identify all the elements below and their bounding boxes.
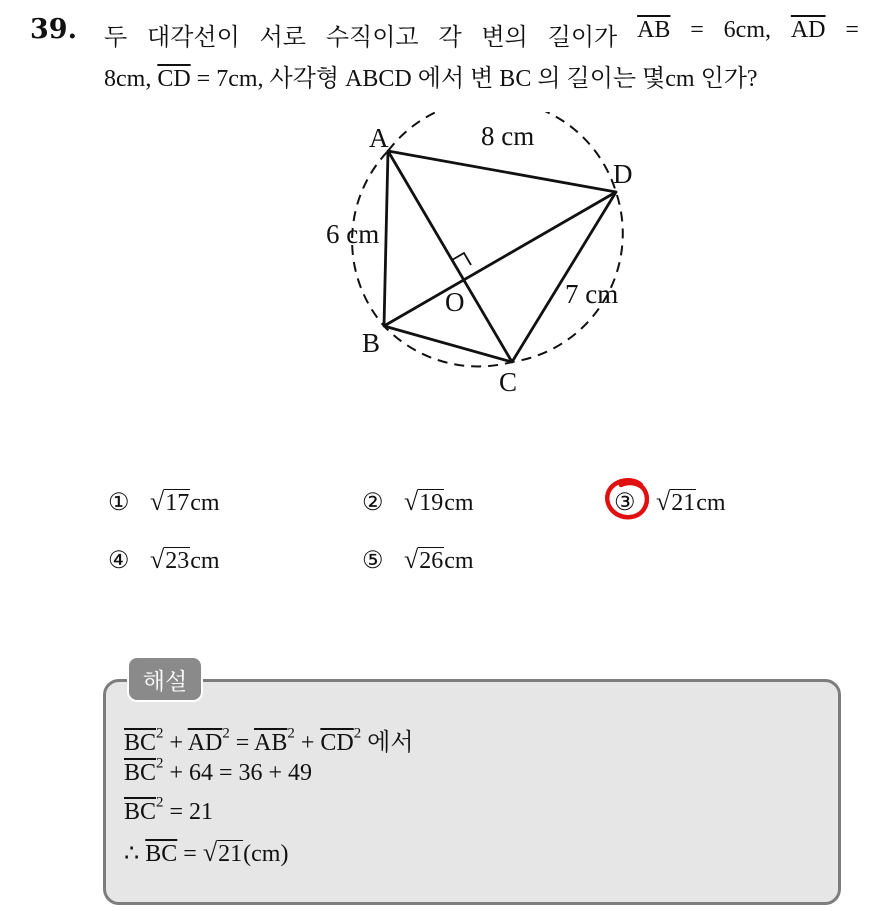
- solution-tag: 해설: [127, 656, 203, 702]
- q-word: =: [845, 17, 859, 43]
- choice-4[interactable]: ④ √23cm: [108, 545, 220, 574]
- label-b: B: [362, 328, 381, 358]
- choice-1[interactable]: ① √17cm: [108, 487, 220, 516]
- choice-mark: ③: [614, 490, 636, 516]
- solution-line-4: ∴ $\overline{BC} = √21(cm)$: [124, 838, 289, 867]
- q-word: 두: [104, 25, 128, 51]
- solution-line-1: $\overline{BC}^2 + \overline{AD}^2 = \overline{AB}^2 + \overline{CD}^2$ 에서: [124, 725, 414, 756]
- choice-3[interactable]: ③ √21cm: [614, 487, 726, 516]
- segment-ab: $\overline{AB}$: [637, 17, 671, 43]
- sqrt-expression: √26: [404, 545, 444, 574]
- diagonal-ac: [388, 151, 512, 362]
- quadrilateral-figure: [300, 112, 640, 402]
- sqrt-expression: √19: [404, 487, 444, 516]
- q-word: 대각선이: [147, 25, 240, 51]
- label-d: D: [613, 159, 633, 189]
- sqrt-expression: √21: [656, 487, 696, 516]
- selected-answer-circle: [603, 475, 653, 523]
- label-cd-length: 7 cm: [565, 279, 619, 309]
- choice-mark: ④: [108, 548, 130, 574]
- q-word: 수직이고: [325, 25, 419, 51]
- solution-box: [103, 679, 841, 905]
- question-number: 39.: [30, 14, 77, 45]
- q-lead: 8cm,: [104, 66, 152, 92]
- solution-line-2: $\overline{BC}^2 + 64 = 36 + 49$: [124, 755, 313, 786]
- segment-cd: $\overline{CD}$: [157, 66, 191, 92]
- segment-ad: $\overline{AD}$: [790, 17, 826, 43]
- choice-mark: ②: [362, 490, 384, 516]
- q-word: 서로: [259, 25, 306, 51]
- choice-mark: ①: [108, 490, 130, 516]
- choice-2[interactable]: ② √19cm: [362, 487, 474, 516]
- sqrt-expression: √23: [150, 545, 190, 574]
- label-c: C: [499, 367, 518, 397]
- choice-5[interactable]: ⑤ √26cm: [362, 545, 474, 574]
- choice-mark: ⑤: [362, 548, 384, 574]
- sqrt-expression: √17: [150, 487, 190, 516]
- quadrilateral-abcd: [384, 151, 619, 362]
- question-text-line2: [104, 58, 758, 93]
- q-word: 변의: [481, 25, 528, 51]
- q-word: =: [690, 17, 704, 43]
- label-o: O: [445, 287, 465, 317]
- q-rest: = 7cm, 사각형 ABCD 에서 변 BC 의 길이는 몇cm 인가?: [196, 66, 758, 92]
- q-word: 각: [438, 25, 462, 51]
- q-word: 길이가: [547, 25, 618, 51]
- label-ad-length: 8 cm: [481, 121, 535, 151]
- solution-line-3: $\overline{BC}^2 = 21$: [124, 794, 213, 825]
- question-text-line1: [104, 17, 859, 52]
- label-a: A: [369, 123, 389, 153]
- q-word: 6cm,: [723, 17, 771, 43]
- label-ab-length: 6 cm: [326, 219, 380, 249]
